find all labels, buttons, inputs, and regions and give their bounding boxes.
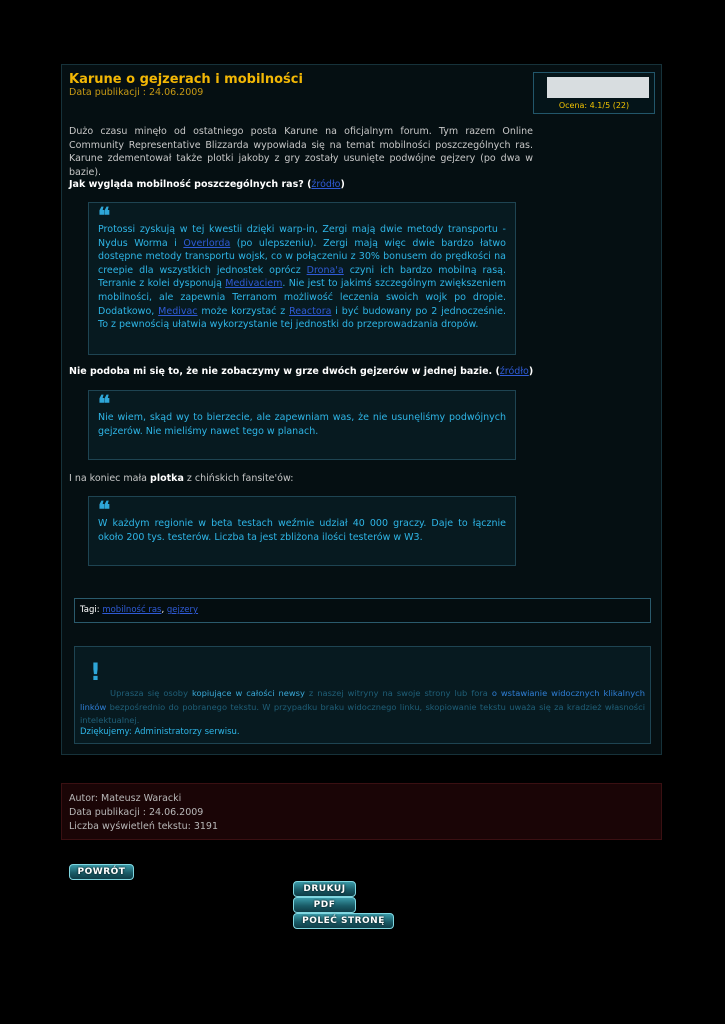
author-name: Autor: Mateusz Waracki: [69, 793, 182, 804]
question-2: Nie podoba mi się to, że nie zobaczymy w grze dwóch gejzerów w jednej bazie. (źródło): [69, 366, 534, 377]
quote-3-text: W każdym regionie w beta testach weźmie udział 40 000 graczy. Daje to łącznie około 200 tys. testerów. Liczba ta jest zbliżona ilości testerów w W3.: [98, 518, 506, 543]
link-drone[interactable]: Drona'a: [306, 264, 344, 276]
intro-paragraph: Dużo czasu minęło od ostatniego posta Karune na oficjalnym forum. Tym razem Online Community Representative Blizzarda wypowiada się na temat mobilności poszczególnych ras. Karune zdementował także plotki jakoby z gry zostały usunięte podwójne gejzery (po dwa w bazie).: [69, 126, 533, 178]
copyright-notice: [74, 646, 651, 744]
back-button[interactable]: POWRÓT: [69, 864, 134, 880]
rating-bar[interactable]: [547, 77, 649, 98]
tag-link-mobility[interactable]: mobilność ras: [102, 605, 162, 615]
rumor-bold: plotka: [150, 473, 184, 484]
question-1: Jak wygląda mobilność poszczególnych ras? (źródło): [69, 179, 345, 190]
source-link-2[interactable]: źródło: [499, 366, 529, 377]
print-button[interactable]: DRUKUJ: [293, 881, 356, 897]
exclamation-icon: !: [90, 658, 101, 686]
quote-icon: ❛❛: [98, 497, 109, 523]
recommend-button[interactable]: POLEĆ STRONĘ: [293, 913, 394, 929]
link-overlord[interactable]: Overlorda: [183, 237, 231, 249]
notice-text: Uprasza się osoby kopiujące w całości newsy z naszej witryny na swoje strony lub fora o wstawianie widocznych klikalnych linków bezpośrednio do pobranego tekstu. W przypadku braku widocznego linku, skopiowanie tekstu uważa się za kradzież własności intelektualnej.: [80, 688, 645, 725]
notice-thanks: Dziękujemy: Administratorzy serwisu.: [80, 727, 240, 737]
question-2-text: Nie podoba mi się to, że nie zobaczymy w grze dwóch gejzerów w jednej bazie.: [69, 366, 493, 377]
quote-1-text: Protossi zyskują w tej kwestii dzięki warp-in, Zergi mają dwie metody transportu - Nydus Worma i Overlorda (po ulepszeniu). Zergi mają więc dwie bardzo łatwo dostępne metody transportu wojsk, co w połączeniu z 30% bonusem do prędkości na creepie dla wszystkich jednostek oprócz Drona'a czyni ich bardzo mobilną rasą. Terranie z kolei dysponują Medivaciem. Nie jest to jakimś szczególnym zwiększeniem mobilności, ale zapewnia Terranom możliwość leczenia swoich wojk po dropie. Dodatkowo, Medivac może korzystać z Reactora i być budowany po 2 jednocześnie. To z pewnością ułatwia wykorzystanie tej jednostki do przeprowadzania dropów.: [98, 224, 507, 331]
quote-block-3: [88, 496, 516, 566]
rating-box[interactable]: [533, 72, 655, 114]
quote-2-text: Nie wiem, skąd wy to bierzecie, ale zapewniam was, że nie usunęliśmy podwójnych gejzerów. Nie mieliśmy nawet tego w planach.: [98, 412, 506, 437]
source-link-1[interactable]: źródło: [311, 179, 341, 190]
quote-icon: ❛❛: [98, 203, 109, 229]
rumor-intro: I na koniec mała plotka z chińskich fansite'ów:: [69, 473, 294, 484]
article-title: Karune o gejzerach i mobilności: [69, 72, 303, 87]
tags-box: [74, 598, 651, 623]
pdf-button[interactable]: PDF: [293, 897, 356, 913]
article-panel: [61, 64, 662, 755]
link-medivac-1[interactable]: Medivaciem: [225, 278, 283, 290]
quote-block-1: [88, 202, 516, 355]
question-1-text: Jak wygląda mobilność poszczególnych ras?: [69, 179, 304, 190]
tag-link-geysers[interactable]: gejzery: [166, 605, 199, 615]
tags-line: Tagi: mobilność ras, gejzery: [80, 605, 199, 615]
rating-text: Ocena: 4.1/5 (22): [558, 101, 630, 110]
publication-date: Data publikacji : 24.06.2009: [69, 87, 204, 98]
author-date: Data publikacji : 24.06.2009: [69, 807, 204, 818]
link-reactor[interactable]: Reactora: [289, 305, 332, 317]
link-medivac-2[interactable]: Medivac: [158, 305, 198, 317]
view-count: Liczba wyświetleń tekstu: 3191: [69, 821, 219, 832]
quote-icon: ❛❛: [98, 391, 109, 417]
quote-block-2: [88, 390, 516, 460]
author-box: [61, 783, 662, 840]
